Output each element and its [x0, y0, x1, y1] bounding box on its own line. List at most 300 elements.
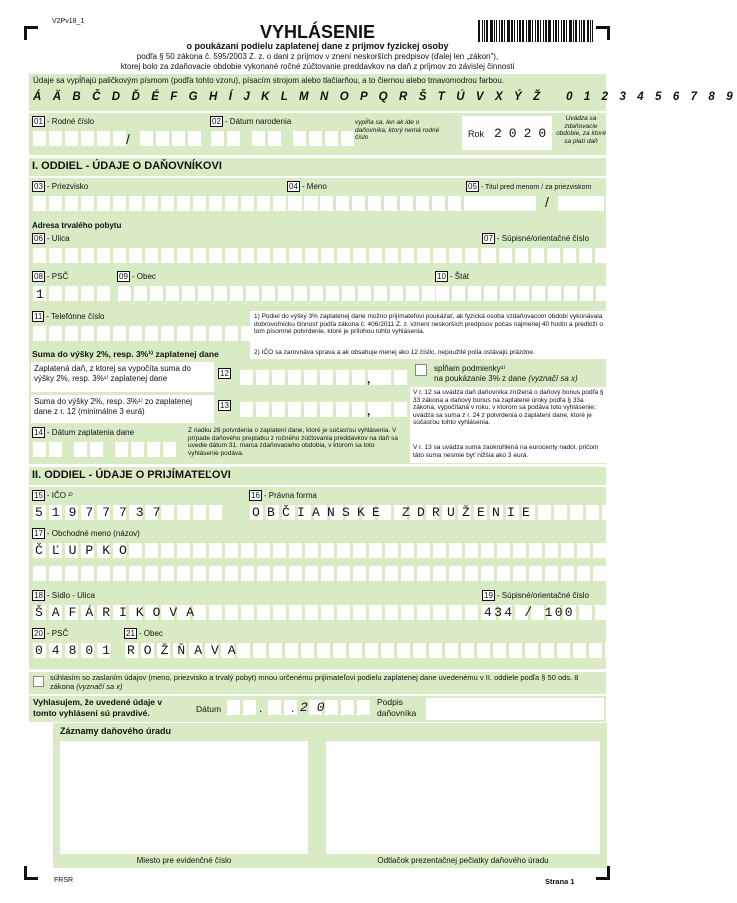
char-cell[interactable] [256, 402, 269, 417]
char-cell[interactable] [595, 605, 608, 620]
char-cell[interactable] [436, 286, 449, 301]
registration-number-label: Miesto pre evidenčné číslo [136, 856, 232, 865]
char-cell[interactable] [429, 643, 442, 658]
char-cell[interactable] [285, 643, 298, 658]
char-cell[interactable] [305, 543, 318, 558]
field-14-note: Z riadku 26 potvrdenia o zaplatení dane, ktoré je súčasťou vyhlásenia. V prípade daňového preplatku z ročného zúčtovania preddavkov na daň sa uvedie dátum 31. marca zdaňovacieho obdobia, v ktorom sa toto vyhlásenie podáva. [188, 427, 398, 457]
char-cell[interactable] [225, 248, 238, 263]
char-cell[interactable] [516, 286, 529, 301]
char-cell[interactable] [145, 543, 158, 558]
char-cell[interactable] [289, 605, 302, 620]
char-cell[interactable] [198, 286, 211, 301]
char-cell[interactable] [515, 248, 528, 263]
signature-label: Podpis daňovníka [377, 697, 417, 718]
char-cell[interactable] [529, 566, 542, 581]
char-cell[interactable] [301, 643, 314, 658]
corner-mark-bottom-right [596, 866, 610, 880]
char-cell[interactable] [609, 566, 622, 581]
char-cell[interactable] [368, 196, 381, 211]
char-cell[interactable] [193, 505, 206, 520]
char-cell[interactable] [65, 566, 78, 581]
char-cell[interactable] [336, 370, 349, 385]
field-12-comma: , [367, 372, 371, 386]
char-cell[interactable] [113, 566, 126, 581]
char-cell[interactable] [113, 196, 126, 211]
declaration-text: Vyhlasujem, že uvedené údaje v tomto vyhlásení sú pravdivé. [33, 697, 163, 718]
char-cell[interactable] [113, 326, 126, 341]
street-cells[interactable] [33, 248, 494, 263]
char-cell[interactable] [545, 543, 558, 558]
char-cell[interactable] [177, 566, 190, 581]
char-cell[interactable] [134, 286, 147, 301]
char-cell[interactable] [241, 566, 254, 581]
char-cell[interactable] [385, 605, 398, 620]
char-cell[interactable] [193, 543, 206, 558]
condition-text: na poukázanie 3% z dane (vyznačí sa x) [434, 374, 578, 383]
condition-title: spĺňam podmienky¹⁾ [434, 364, 506, 373]
char-cell[interactable] [465, 566, 478, 581]
char-cell[interactable] [545, 566, 558, 581]
char-cell[interactable] [241, 543, 254, 558]
char-cell[interactable] [304, 370, 317, 385]
country-cells[interactable] [436, 286, 609, 301]
char-cell[interactable] [161, 543, 174, 558]
char-cell[interactable] [150, 286, 163, 301]
char-cell[interactable] [596, 286, 609, 301]
char-cell[interactable] [541, 643, 554, 658]
char-cell[interactable] [269, 643, 282, 658]
char-cell[interactable] [433, 543, 446, 558]
char-cell[interactable] [209, 248, 222, 263]
char-cell[interactable] [369, 543, 382, 558]
char-cell[interactable] [209, 196, 222, 211]
char-cell[interactable] [461, 643, 474, 658]
house-number-cells[interactable] [483, 248, 608, 263]
char-cell[interactable] [353, 248, 366, 263]
char-cell[interactable] [273, 566, 286, 581]
char-cell[interactable] [337, 543, 350, 558]
char-cell[interactable] [468, 286, 481, 301]
char-cell[interactable] [352, 196, 365, 211]
field-15-label: 15 - IČO ²⁾ [34, 491, 73, 500]
char-cell[interactable] [225, 566, 238, 581]
registration-number-area [60, 741, 308, 854]
char-cell[interactable] [161, 326, 174, 341]
char-cell[interactable] [381, 643, 394, 658]
char-cell[interactable] [342, 286, 355, 301]
char-cell[interactable] [353, 605, 366, 620]
char-cell[interactable] [256, 370, 269, 385]
surname-cells[interactable] [33, 196, 318, 211]
char-cell[interactable] [483, 248, 496, 263]
year-label: Rok [468, 129, 485, 139]
char-cell[interactable] [33, 248, 46, 263]
char-cell[interactable] [401, 566, 414, 581]
char-cell[interactable] [561, 566, 574, 581]
char-cell[interactable] [570, 505, 583, 520]
char-cell[interactable] [577, 566, 590, 581]
year-value[interactable]: 2020 [494, 126, 554, 141]
char-cell[interactable] [65, 326, 78, 341]
char-cell[interactable] [294, 286, 307, 301]
char-cell[interactable] [257, 605, 270, 620]
char-cell[interactable] [417, 605, 430, 620]
char-cell[interactable] [538, 505, 551, 520]
char-cell[interactable] [253, 643, 266, 658]
char-cell[interactable] [333, 643, 346, 658]
char-cell[interactable] [225, 543, 238, 558]
char-cell[interactable] [595, 248, 608, 263]
char-cell[interactable] [97, 248, 110, 263]
char-cell[interactable] [352, 402, 365, 417]
char-cell[interactable] [49, 566, 62, 581]
date-label: Dátum [196, 704, 222, 714]
char-cell[interactable] [385, 566, 398, 581]
intro-line-2: ktorej bolo za zdaňovacie obdobie vykonané ročné zúčtovanie preddavkov na daň z príjmov zo závislej činnosti [120, 62, 515, 71]
phone-cells[interactable] [33, 326, 254, 341]
field-12-number: 12 [220, 369, 229, 378]
char-cell[interactable] [413, 643, 426, 658]
char-cell[interactable] [209, 326, 222, 341]
char-cell[interactable] [129, 566, 142, 581]
char-cell[interactable] [177, 248, 190, 263]
char-cell[interactable] [397, 643, 410, 658]
char-cell[interactable] [289, 248, 302, 263]
char-cell[interactable] [369, 248, 382, 263]
char-cell[interactable] [390, 286, 403, 301]
char-cell[interactable] [352, 370, 365, 385]
char-cell[interactable] [465, 543, 478, 558]
char-cell[interactable] [129, 326, 142, 341]
char-cell[interactable] [305, 566, 318, 581]
tax-paid-cents-cells[interactable] [378, 370, 407, 385]
char-cell[interactable] [336, 402, 349, 417]
field-19-label: 19 - Súpisné/orientačné číslo [484, 591, 589, 600]
seat-street-value: ŠAFÁRIKOVA [35, 605, 204, 620]
char-cell[interactable] [129, 196, 142, 211]
char-cell[interactable] [321, 566, 334, 581]
char-cell[interactable] [580, 286, 593, 301]
char-cell[interactable] [97, 196, 110, 211]
char-cell[interactable] [353, 543, 366, 558]
char-cell[interactable] [193, 566, 206, 581]
char-cell[interactable] [240, 370, 253, 385]
field-14-label: 14 - Dátum zaplatenia dane [34, 428, 135, 437]
char-cell[interactable] [586, 505, 599, 520]
char-cell[interactable] [33, 566, 46, 581]
char-cell[interactable] [513, 543, 526, 558]
char-cell[interactable] [353, 566, 366, 581]
field-10-label: 10 - Štát [437, 272, 470, 281]
char-cell[interactable] [49, 196, 62, 211]
char-cell[interactable] [305, 605, 318, 620]
char-cell[interactable] [465, 605, 478, 620]
char-cell[interactable] [321, 543, 334, 558]
char-cell[interactable] [225, 196, 238, 211]
char-cell[interactable] [449, 543, 462, 558]
char-cell[interactable] [554, 505, 567, 520]
field-20-label: 20 - PSČ [34, 629, 69, 638]
char-cell[interactable] [401, 543, 414, 558]
char-cell[interactable] [49, 248, 62, 263]
char-cell[interactable] [209, 566, 222, 581]
char-cell[interactable] [401, 248, 414, 263]
char-cell[interactable] [337, 248, 350, 263]
birth-number-cells-b[interactable] [140, 131, 201, 146]
char-cell[interactable] [349, 643, 362, 658]
char-cell[interactable] [161, 566, 174, 581]
char-cell[interactable] [145, 196, 158, 211]
date-year-prefix: 20 [300, 700, 334, 715]
section-1-title: I. ODDIEL - ÚDAJE O DAŇOVNÍKOVI [32, 160, 222, 172]
char-cell[interactable] [272, 370, 285, 385]
char-cell[interactable] [193, 248, 206, 263]
char-cell[interactable] [493, 643, 506, 658]
ico-value: 51977737 [35, 505, 170, 520]
char-cell[interactable] [177, 505, 190, 520]
char-cell[interactable] [273, 248, 286, 263]
char-cell[interactable] [289, 543, 302, 558]
char-cell[interactable] [320, 402, 333, 417]
char-cell[interactable] [433, 566, 446, 581]
char-cell[interactable] [97, 566, 110, 581]
char-cell[interactable] [65, 286, 78, 301]
consent-checkbox[interactable] [33, 676, 44, 687]
char-cell[interactable] [605, 643, 618, 658]
char-cell[interactable] [273, 543, 286, 558]
char-cell[interactable] [145, 326, 158, 341]
char-cell[interactable] [288, 402, 301, 417]
city-cells[interactable] [118, 286, 435, 301]
char-cell[interactable] [241, 605, 254, 620]
char-cell[interactable] [547, 248, 560, 263]
char-cell[interactable] [561, 543, 574, 558]
field-03-label: 03 - Priezvisko [34, 182, 89, 191]
char-cell[interactable] [257, 566, 270, 581]
char-cell[interactable] [529, 543, 542, 558]
char-cell[interactable] [145, 248, 158, 263]
declaration-date-cells[interactable] [227, 700, 370, 715]
char-cell[interactable] [609, 543, 622, 558]
three-percent-checkbox[interactable] [415, 364, 427, 376]
char-cell[interactable] [445, 643, 458, 658]
char-cell[interactable] [240, 402, 253, 417]
char-cell[interactable] [230, 286, 243, 301]
char-cell[interactable] [97, 326, 110, 341]
char-cell[interactable] [177, 196, 190, 211]
char-cell[interactable] [579, 248, 592, 263]
char-cell[interactable] [49, 326, 62, 341]
char-cell[interactable] [401, 605, 414, 620]
char-cell[interactable] [257, 248, 270, 263]
char-cell[interactable] [304, 196, 317, 211]
char-cell[interactable] [417, 248, 430, 263]
char-cell[interactable] [166, 286, 179, 301]
char-cell[interactable] [321, 605, 334, 620]
char-cell[interactable] [225, 605, 238, 620]
char-cell[interactable] [531, 248, 544, 263]
char-cell[interactable] [193, 196, 206, 211]
char-cell[interactable] [209, 543, 222, 558]
char-cell[interactable] [118, 286, 131, 301]
char-cell[interactable] [500, 286, 513, 301]
seat-postal-value: 04801 [35, 643, 120, 658]
char-cell[interactable] [416, 196, 429, 211]
char-cell[interactable] [384, 196, 397, 211]
char-cell[interactable] [449, 605, 462, 620]
char-cell[interactable] [337, 566, 350, 581]
char-cell[interactable] [497, 566, 510, 581]
char-cell[interactable] [33, 326, 46, 341]
char-cell[interactable] [288, 370, 301, 385]
char-cell[interactable] [129, 248, 142, 263]
char-cell[interactable] [241, 196, 254, 211]
char-cell[interactable] [369, 566, 382, 581]
char-cell[interactable] [618, 505, 631, 520]
char-cell[interactable] [406, 286, 419, 301]
char-cell[interactable] [321, 248, 334, 263]
char-cell[interactable] [589, 643, 602, 658]
char-cell[interactable] [499, 248, 512, 263]
char-cell[interactable] [81, 248, 94, 263]
char-cell[interactable] [593, 566, 606, 581]
char-cell[interactable] [579, 605, 592, 620]
char-cell[interactable] [433, 248, 446, 263]
char-cell[interactable] [320, 196, 333, 211]
char-cell[interactable] [145, 566, 158, 581]
char-cell[interactable] [246, 286, 259, 301]
char-cell[interactable] [602, 505, 615, 520]
char-cell[interactable] [452, 286, 465, 301]
char-cell[interactable] [532, 286, 545, 301]
char-cell[interactable] [337, 605, 350, 620]
char-cell[interactable] [81, 196, 94, 211]
char-cell[interactable] [177, 326, 190, 341]
char-cell[interactable] [257, 196, 270, 211]
field-07-label: 07 - Súpisné/orientačné číslo [484, 234, 589, 243]
char-cell[interactable] [97, 286, 110, 301]
char-cell[interactable] [161, 196, 174, 211]
char-cell[interactable] [465, 248, 478, 263]
field-16-label: 16 - Právna forma [251, 491, 317, 500]
char-cell[interactable] [289, 566, 302, 581]
char-cell[interactable] [497, 543, 510, 558]
title-before-input[interactable] [466, 196, 536, 211]
char-cell[interactable] [449, 566, 462, 581]
char-cell[interactable] [320, 370, 333, 385]
char-cell[interactable] [400, 196, 413, 211]
field-01-label: 01 - Rodné číslo [34, 117, 95, 126]
char-cell[interactable] [113, 248, 126, 263]
char-cell[interactable] [81, 566, 94, 581]
char-cell[interactable] [369, 605, 382, 620]
title-after-input[interactable] [558, 196, 604, 211]
share-amount-cents-cells[interactable] [378, 402, 407, 417]
char-cell[interactable] [484, 286, 497, 301]
birth-date-cells[interactable] [211, 131, 354, 146]
char-cell[interactable] [525, 643, 538, 658]
share-amount-cells[interactable] [240, 402, 381, 417]
char-cell[interactable] [304, 402, 317, 417]
char-cell[interactable] [193, 326, 206, 341]
char-cell[interactable] [65, 196, 78, 211]
char-cell[interactable] [477, 643, 490, 658]
char-cell[interactable] [257, 543, 270, 558]
char-cell[interactable] [288, 196, 301, 211]
char-cell[interactable] [564, 286, 577, 301]
char-cell[interactable] [272, 402, 285, 417]
char-cell[interactable] [385, 248, 398, 263]
char-cell[interactable] [225, 326, 238, 341]
char-cell[interactable] [273, 605, 286, 620]
char-cell[interactable] [326, 286, 339, 301]
char-cell[interactable] [573, 643, 586, 658]
char-cell[interactable] [273, 196, 286, 211]
field-11-label: 11 - Telefónne číslo [34, 312, 105, 321]
char-cell[interactable] [305, 248, 318, 263]
char-cell[interactable] [422, 286, 435, 301]
char-cell[interactable] [278, 286, 291, 301]
char-cell[interactable] [336, 196, 349, 211]
birth-number-cells-a[interactable] [33, 131, 126, 146]
payment-date-cells[interactable] [33, 442, 176, 457]
char-cell[interactable] [385, 543, 398, 558]
char-cell[interactable] [577, 543, 590, 558]
char-cell[interactable] [509, 643, 522, 658]
char-cell[interactable] [65, 248, 78, 263]
char-cell[interactable] [513, 566, 526, 581]
char-cell[interactable] [481, 543, 494, 558]
char-cell[interactable] [448, 196, 461, 211]
footnote-2: 2) IČO sa zarovnáva sprava a ak obsahuje menej ako 12 číslic, nepoužité polia ostávajú prázdne. [254, 349, 535, 356]
first-name-cells[interactable] [288, 196, 493, 211]
stamp-area [326, 741, 600, 854]
char-cell[interactable] [548, 286, 561, 301]
char-cell[interactable] [209, 505, 222, 520]
char-cell[interactable] [317, 643, 330, 658]
char-cell[interactable] [449, 248, 462, 263]
char-cell[interactable] [81, 286, 94, 301]
char-cell[interactable] [241, 248, 254, 263]
char-cell[interactable] [177, 543, 190, 558]
char-cell[interactable] [557, 643, 570, 658]
char-cell[interactable] [310, 286, 323, 301]
char-cell[interactable] [417, 566, 430, 581]
char-cell[interactable] [563, 248, 576, 263]
char-cell[interactable] [214, 286, 227, 301]
char-cell[interactable] [417, 543, 430, 558]
org-name-cells-2[interactable] [33, 566, 622, 581]
char-cell[interactable] [182, 286, 195, 301]
tax-paid-cells[interactable] [240, 370, 381, 385]
signature-box[interactable] [426, 698, 604, 720]
char-cell[interactable] [358, 286, 371, 301]
char-cell[interactable] [209, 605, 222, 620]
char-cell[interactable] [262, 286, 275, 301]
char-cell[interactable] [374, 286, 387, 301]
field-04-label: 04 - Meno [289, 182, 327, 191]
char-cell[interactable] [81, 326, 94, 341]
char-cell[interactable] [161, 248, 174, 263]
char-cell[interactable] [432, 196, 445, 211]
char-cell[interactable] [481, 566, 494, 581]
page-title: VYHLÁSENIE [259, 22, 376, 42]
char-cell[interactable] [365, 643, 378, 658]
char-cell[interactable] [433, 605, 446, 620]
char-cell[interactable] [33, 196, 46, 211]
char-cell[interactable] [593, 543, 606, 558]
page-subtitle: o poukázaní podielu zaplatenej dane z príjmov fyzickej osoby [186, 41, 449, 51]
